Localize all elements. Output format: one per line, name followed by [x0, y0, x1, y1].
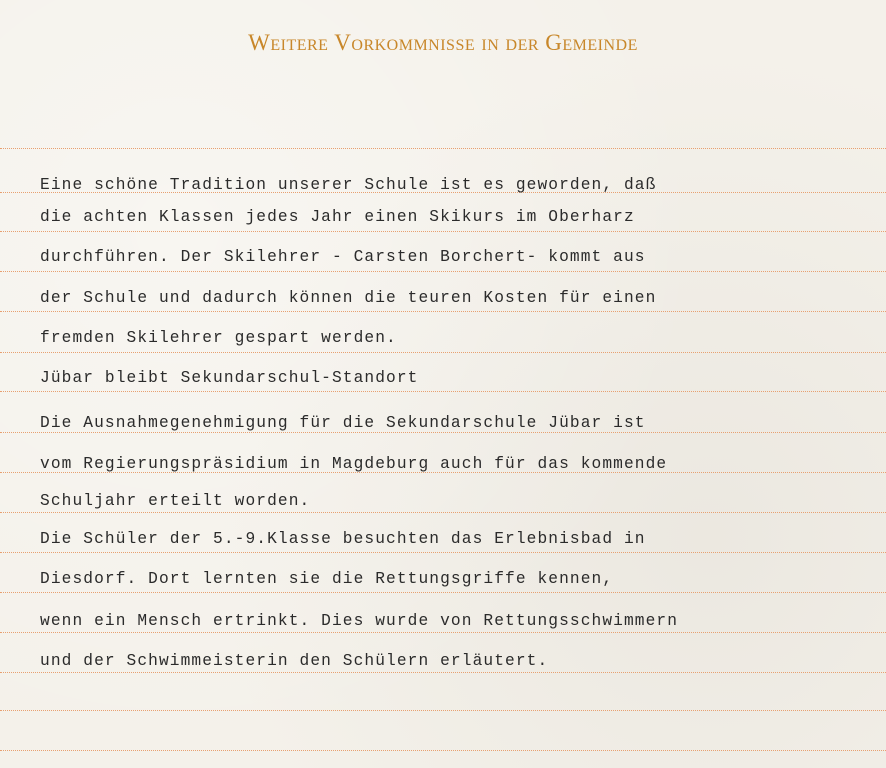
ruled-line: [0, 231, 886, 232]
text-line: wenn ein Mensch ertrinkt. Dies wurde von Rettungsschwimmern: [40, 612, 679, 630]
ruled-line: [0, 552, 886, 553]
text-line: vom Regierungspräsidium in Magdeburg auch für das kommende: [40, 455, 668, 473]
text-line: Schuljahr erteilt worden.: [40, 492, 311, 510]
ruled-line: [0, 432, 886, 433]
text-line: fremden Skilehrer gespart werden.: [40, 329, 397, 347]
ruled-line: [0, 311, 886, 312]
text-line: Die Ausnahmegenehmigung für die Sekundarschule Jübar ist: [40, 414, 646, 432]
page-header: Weitere Vorkommnisse in der Gemeinde: [248, 30, 638, 55]
ruled-line: [0, 632, 886, 633]
text-line: und der Schwimmeisterin den Schülern erläutert.: [40, 652, 549, 670]
text-line: Die Schüler der 5.-9.Klasse besuchten das Erlebnisbad in: [40, 530, 646, 548]
ruled-line: [0, 271, 886, 272]
ruled-line: [0, 512, 886, 513]
text-line: die achten Klassen jedes Jahr einen Skikurs im Oberharz: [40, 208, 635, 226]
text-line: Eine schöne Tradition unserer Schule ist es geworden, daß: [40, 176, 657, 194]
text-line: Diesdorf. Dort lernten sie die Rettungsgriffe kennen,: [40, 570, 614, 588]
ruled-line: [0, 592, 886, 593]
ruled-line: [0, 710, 886, 711]
ruled-line: [0, 148, 886, 149]
text-line: Jübar bleibt Sekundarschul-Standort: [40, 369, 419, 387]
text-line: der Schule und dadurch können die teuren Kosten für einen: [40, 289, 657, 307]
ruled-line: [0, 750, 886, 751]
ruled-line: [0, 391, 886, 392]
ruled-line: [0, 352, 886, 353]
ruled-line: [0, 672, 886, 673]
text-line: durchführen. Der Skilehrer - Carsten Borchert- kommt aus: [40, 248, 646, 266]
